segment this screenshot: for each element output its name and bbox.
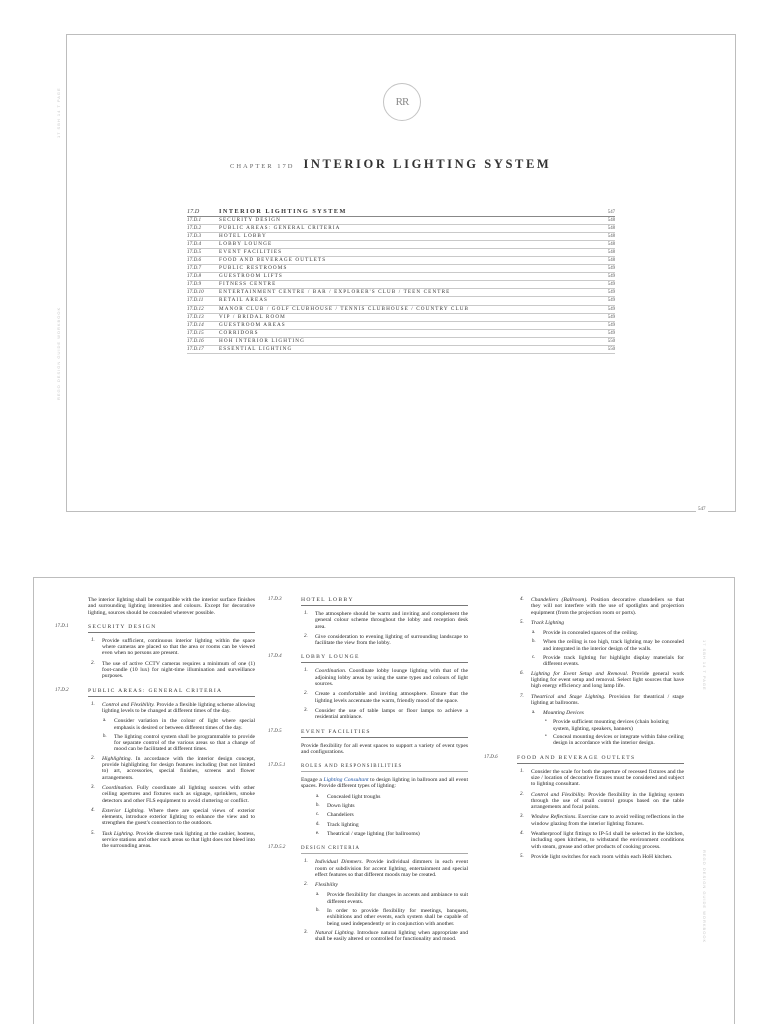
section-title: DESIGN CRITERIA: [301, 846, 361, 852]
text-column-1: [55, 597, 255, 854]
lighting-consultant-link[interactable]: Lighting Consultant: [323, 777, 369, 784]
toc-page: 549: [607, 306, 615, 312]
section-title: PUBLIC AREAS: GENERAL CRITERIA: [88, 687, 223, 694]
section-number: 17.D.1: [55, 623, 69, 629]
toc-num: 17.D.8: [187, 273, 202, 280]
list-item: 1. Consider the scale for both the aperture of recessed fixtures and the size / location of decorative fixtures must be considered and subject to lighting consultant.: [520, 768, 684, 788]
toc-num: 17.D.14: [187, 321, 204, 328]
toc-page: 548: [607, 234, 615, 240]
section-paragraph: Provide flexibility for all event spaces to support a variety of event types and configurations.: [301, 742, 468, 755]
subsection-heading: [268, 763, 468, 772]
toc-num: 17.D.3: [187, 233, 202, 240]
toc-page: 549: [607, 322, 615, 328]
list-item: 4. Chandeliers (Ballroom). Position decorative chandeliers so that they will not interfere with the use of spotlights and projection equipment (from the projection room or ports).: [520, 597, 684, 616]
list-item: 4. Weatherproof light fittings to IP-54 shall be selected in the kitchen, including open kitchens, to withstand the environment conditions with steam, grease and other products of cooking process.: [520, 831, 684, 850]
list-item: 3. Natural Lighting. Introduce natural lighting when appropriate and shall be easily altered or controlled for functionality and mood.: [304, 929, 468, 943]
list-subitem: b. When the ceiling is too high, track lighting may be concealed and integrated in the interior design of the walls.: [532, 639, 684, 652]
list-subitem: c. Chandeliers: [316, 812, 354, 819]
intro-paragraph: The interior lighting shall be compatible with the interior surface finishes and surrounding lighting intensities and colours. Except for decorative lighting, sources should be concealed wherever possible.: [88, 597, 255, 616]
section-title: EVENT FACILITIES: [301, 728, 371, 735]
list-subitem: b. Down lights: [316, 803, 355, 810]
toc-title: LOBBY LOUNGE: [219, 241, 273, 248]
list-item: 1. The atmosphere should be warm and inviting and complement the general colour scheme throughout the lobby and reception desk area.: [304, 611, 468, 630]
section-title: HOTEL LOBBY: [301, 597, 354, 603]
section-heading: [55, 623, 255, 633]
list-item: 1. Control and Flexibility. Provide a flexible lighting scheme allowing lighting levels to be changed at different times of the day.: [91, 701, 255, 714]
section-number: 17.D.5.2: [268, 845, 286, 851]
toc-num: 17.D.1: [187, 217, 202, 223]
toc-row[interactable]: [187, 217, 615, 225]
toc-num: 17.D.10: [187, 289, 204, 296]
toc-row[interactable]: [187, 281, 615, 289]
list-item: 2. Create a comfortable and inviting atmosphere. Ensure that the lighting levels accentuate the warm, friendly mood of the space.: [304, 691, 468, 704]
section-heading: [268, 597, 468, 606]
text-column-2: [268, 597, 468, 947]
list-subitem: a. Provide in concealed spaces of the ceiling.: [532, 630, 639, 637]
list-item: 1. Individual Dimmers. Provide individual dimmers in each event room or subdivision for accent lighting, entertainment and special effect features so that different moods may be created.: [304, 859, 468, 878]
page-side-text: REGO DESIGN GUIDE WORKBOOK: [56, 306, 61, 400]
toc-title: HOH INTERIOR LIGHTING: [219, 337, 305, 344]
page-number: 547: [698, 507, 706, 512]
toc-title: SECURITY DESIGN: [219, 217, 281, 223]
toc-row[interactable]: [187, 306, 615, 314]
toc-page: 548: [607, 258, 615, 264]
toc-row[interactable]: [187, 338, 615, 346]
toc-page: 550: [607, 338, 615, 344]
section-number: 17.D.5: [268, 728, 282, 734]
toc-title: ENTERTAINMENT CENTRE / BAR / EXPLORER'S CLUB / TEEN CENTRE: [219, 289, 451, 296]
chapter-heading: [230, 157, 630, 172]
toc-title: GUESTROOM LIFTS: [219, 273, 283, 280]
list-item: 7. Theatrical and Stage Lighting. Provision for theatrical / stage lighting at ballrooms.: [520, 693, 684, 706]
list-item: 5. Task Lighting. Provide discrete task lighting at the cashier, hostess, service stations and other such areas so that light does not bleed into the surrounding areas.: [91, 830, 255, 850]
toc-title: HOTEL LOBBY: [219, 233, 267, 240]
toc-page: 550: [607, 346, 615, 352]
toc-num: 17.D.15: [187, 329, 204, 336]
list-subitem: b. In order to provide flexibility for meetings, banquets, exhibitions and other events, each system shall be capable of being used independently or in conjunction with another.: [316, 908, 468, 927]
section-number: 17.D.5.1: [268, 763, 286, 769]
list-item: 2. Control and Flexibility. Provide flexibility in the lighting system through the use of small control groups based on the table arrangements and focal points.: [520, 791, 684, 811]
toc-page: 547: [607, 210, 615, 215]
toc-title: CORRIDORS: [219, 329, 259, 336]
list-item: 4. Exterior Lighting. Where there are special views of exterior elements, introduce exterior lighting to enhance the view and to strengthen the guest's connection to the outdoors.: [91, 807, 256, 827]
toc-page: 549: [607, 298, 615, 304]
toc-num: 17.D.4: [187, 241, 202, 248]
section-number: 17.D.6: [484, 754, 498, 760]
list-subitem: a. Consider variation in the colour of light where special emphasis is desired or between different times of the day.: [103, 718, 255, 731]
list-item: 1. Coordination. Coordinate lobby lounge lighting with that of the adjoining lobby areas by using the same types and colours of light sources.: [304, 668, 468, 688]
list-item: 2. Flexibility: [304, 882, 338, 889]
toc-row[interactable]: [187, 314, 615, 322]
footer-rule: [710, 511, 736, 512]
brand-logo-icon: RR: [383, 83, 421, 121]
toc-num: 17.D.6: [187, 257, 202, 264]
toc-title: GUESTROOM AREAS: [219, 321, 286, 328]
list-subitem: • Conceal mounting devices or integrate within false ceiling design in accordance with the interior design.: [545, 734, 684, 747]
toc-row[interactable]: [187, 322, 615, 330]
toc-row[interactable]: [187, 233, 615, 241]
toc-page: 549: [607, 290, 615, 296]
page-side-text: 17 SBH 14 T PAGE: [56, 87, 61, 138]
toc-row[interactable]: [187, 257, 615, 265]
toc-page: 549: [607, 314, 615, 320]
toc-row[interactable]: [187, 289, 615, 297]
list-item: 3. Consider the use of table lamps or floor lamps to achieve a residential ambiance.: [304, 707, 468, 721]
list-item: 3. Window Reflections. Exercise care to avoid veiling reflections in the window glazing from the interior lighting fixtures.: [520, 814, 684, 827]
section-title: LOBBY LOUNGE: [301, 654, 360, 661]
list-item: 5. Provide light switches for each room within each HoH kitchen.: [520, 853, 673, 860]
toc-num: 17.D.2: [187, 225, 202, 232]
toc-num: 17.D.11: [187, 297, 204, 304]
toc-page: 549: [607, 274, 615, 280]
toc-num: 17.D.9: [187, 281, 202, 288]
toc-page: 549: [607, 266, 615, 272]
table-of-contents: [187, 208, 615, 354]
list-subitem: e. Theatrical / stage lighting (for ballrooms): [316, 830, 420, 837]
toc-num: 17.D.13: [187, 313, 204, 320]
toc-row[interactable]: [187, 225, 615, 233]
toc-row[interactable]: [187, 346, 615, 354]
page-side-text: 17 SBH 14 T PAGE: [702, 640, 707, 691]
text-column-3: [484, 597, 684, 864]
section-number: 17.D.2: [55, 687, 69, 693]
list-item: 3. Coordination. Fully coordinate all lighting sources with other ceiling apertures and fixtures such as signage, sprinklers, smoke detectors and other FLS equipment to avoid cluttering or conflict.: [91, 784, 255, 804]
section-paragraph: Engage a Lighting Consultant to design lighting in ballroom and all event spaces. Provide different types of lighting:: [301, 777, 468, 790]
toc-title: PUBLIC AREAS: GENERAL CRITERIA: [219, 225, 341, 232]
section-heading: [55, 687, 255, 697]
section-number: 17.D.3: [268, 597, 282, 602]
toc-row[interactable]: [187, 297, 615, 305]
list-item: 2. Give consideration to evening lighting of surrounding landscape to facilitate the view from the lobby.: [304, 633, 468, 647]
toc-page: 548: [607, 218, 615, 223]
list-subitem: a. Mounting Devices: [532, 710, 584, 717]
toc-num: 17.D: [187, 208, 200, 215]
list-subitem: a. Concealed light troughs: [316, 793, 381, 800]
toc-page: 548: [607, 242, 615, 248]
list-item: 2. The use of active CCTV cameras requires a minimum of one (1) foot-candle (10 lux) for night-time illumination and surveillance purposes.: [91, 660, 255, 680]
list-item: 2. Highlighting. In accordance with the interior design concept, provide highlighting for design features including (but not limited to) art, accessories, special finishes, screens and flower arrangements.: [91, 755, 255, 781]
section-title: SECURITY DESIGN: [88, 623, 157, 630]
toc-row[interactable]: [187, 249, 615, 257]
toc-title: PUBLIC RESTROOMS: [219, 265, 288, 272]
toc-title: ESSENTIAL LIGHTING: [219, 345, 293, 352]
section-heading: [268, 654, 468, 663]
toc-page: 549: [607, 282, 615, 288]
toc-num: 17.D.7: [187, 265, 202, 272]
chapter-title: INTERIOR LIGHTING SYSTEM: [303, 157, 552, 171]
toc-row[interactable]: [187, 273, 615, 281]
toc-num: 17.D.5: [187, 249, 202, 256]
toc-page: 548: [607, 226, 615, 232]
toc-title: MANOR CLUB / GOLF CLUBHOUSE / TENNIS CLUBHOUSE / COUNTRY CLUB: [219, 305, 470, 312]
toc-row[interactable]: [187, 241, 615, 249]
list-subitem: c. Provide track lighting for highlight display materials for different events.: [532, 655, 684, 668]
toc-row[interactable]: [187, 208, 615, 217]
toc-row[interactable]: [187, 265, 615, 273]
subsection-heading: [268, 845, 468, 854]
list-subitem: a. Provide flexibility for changes in accents and ambiance to suit different events.: [316, 892, 468, 905]
toc-title: FITNESS CENTRE: [219, 281, 277, 288]
chapter-label: CHAPTER 17D: [230, 163, 295, 170]
toc-page: 548: [607, 250, 615, 256]
toc-title: RETAIL AREAS: [219, 297, 269, 304]
section-heading: [268, 728, 468, 738]
list-subitem: • Provide sufficient mounting devices (chain hoisting system, lighting, speakers, banners): [545, 719, 669, 732]
toc-title: FOOD AND BEVERAGE OUTLETS: [219, 257, 327, 264]
toc-title: VIP / BRIDAL ROOM: [219, 313, 286, 320]
toc-page: 549: [607, 330, 615, 336]
section-number: 17.D.4: [268, 654, 282, 660]
list-subitem: d. Track lighting: [316, 821, 359, 828]
toc-title: EVENT FACILITIES: [219, 249, 283, 256]
toc-num: 17.D.12: [187, 305, 204, 312]
section-title: FOOD AND BEVERAGE OUTLETS: [517, 754, 636, 761]
list-subitem: b. The lighting control system shall be programmable to provide for separate control of the various areas so that a change of mood can be facilitated at different times.: [103, 733, 255, 753]
toc-row[interactable]: [187, 330, 615, 338]
toc-num: 17.D.16: [187, 337, 204, 344]
section-heading: [484, 754, 684, 764]
list-item: 1. Provide sufficient, continuous interior lighting within the space where cameras are placed so that the area or rooms can be viewed even when no persons are present.: [91, 637, 255, 657]
page-side-text: REGO DESIGN GUIDE WORKBOOK: [702, 850, 707, 944]
toc-num: 17.D.17: [187, 345, 204, 352]
toc-title: INTERIOR LIGHTING SYSTEM: [219, 208, 347, 215]
list-item: 5. Track Lighting: [520, 619, 565, 626]
section-title: ROLES AND RESPONSIBILITIES: [301, 764, 403, 770]
list-item: 6. Lighting for Event Setup and Removal. Provide general work lighting for event setup and removal. Select light sources that have high energy efficiency and long lamp life.: [520, 670, 684, 690]
